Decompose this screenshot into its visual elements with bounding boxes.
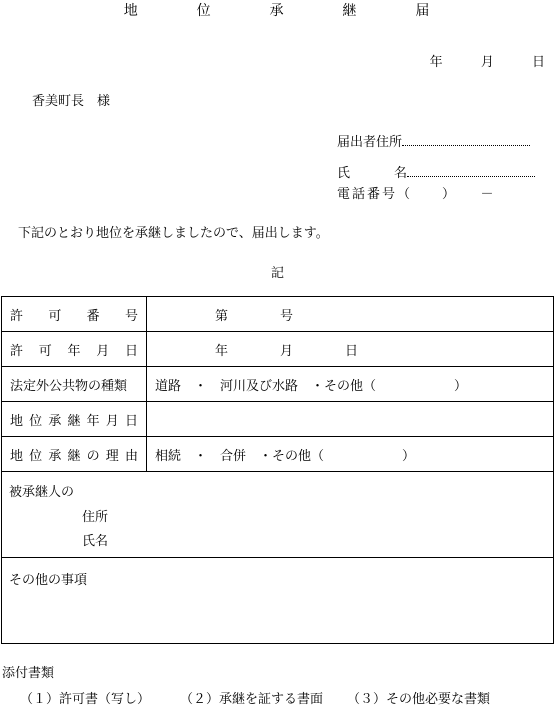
attachment-item: （１）許可書（写し） xyxy=(20,692,151,707)
row-label xyxy=(2,402,147,437)
phone-line: 電話番号（ ） － xyxy=(337,187,496,202)
name-label-second: 名 xyxy=(394,166,408,181)
name-label-first: 氏 xyxy=(337,166,351,181)
label-char: 年 xyxy=(86,413,100,429)
label-text xyxy=(10,305,138,324)
addressee: 香美町長 様 xyxy=(32,94,111,109)
label-char: 地 xyxy=(10,448,24,464)
label-char: 理 xyxy=(105,448,119,464)
applicant-address xyxy=(337,131,530,150)
row-label xyxy=(2,332,147,367)
row-value[interactable] xyxy=(147,332,554,367)
document-title xyxy=(0,0,555,20)
label-char: 可 xyxy=(48,308,62,324)
title-char: 位 xyxy=(196,3,213,19)
info-table xyxy=(1,296,554,472)
label-char: 号 xyxy=(124,308,138,324)
attachments-heading: 添付書類 xyxy=(2,666,55,681)
label-char: 承 xyxy=(48,413,62,429)
row-value[interactable] xyxy=(147,297,554,332)
label-char: 継 xyxy=(67,448,81,464)
attachments-list xyxy=(20,688,490,707)
label-char: 承 xyxy=(48,448,62,464)
attachment-item: （２）承継を証する書面 xyxy=(180,692,324,707)
intro-text: 下記のとおり地位を承継しましたので、届出します。 xyxy=(18,226,329,241)
label-text xyxy=(10,445,138,464)
table-row xyxy=(2,367,554,402)
label-char: 月 xyxy=(96,343,110,359)
table-row xyxy=(2,402,554,437)
row-value[interactable] xyxy=(147,402,554,437)
label-char: 位 xyxy=(29,413,43,429)
value-text: 第 号 xyxy=(215,308,294,324)
row-value[interactable] xyxy=(147,437,554,472)
date-day: 日 xyxy=(531,55,545,70)
label-char: 可 xyxy=(38,343,52,359)
label-char: 位 xyxy=(29,448,43,464)
label-char: 由 xyxy=(124,448,138,464)
successor-section[interactable] xyxy=(1,472,554,558)
value-text: 道路 ・ 河川及び水路 ・その他（ ） xyxy=(155,378,468,394)
label-text xyxy=(10,410,138,429)
label-char: 日 xyxy=(124,413,138,429)
title-char: 継 xyxy=(342,3,359,19)
attachment-item: （３）その他必要な書類 xyxy=(347,692,491,707)
row-label xyxy=(2,367,147,402)
address-label: 届出者住所 xyxy=(337,135,403,150)
date-year: 年 xyxy=(429,55,443,70)
label-char: 地 xyxy=(10,413,24,429)
row-label xyxy=(2,437,147,472)
row-label xyxy=(2,297,147,332)
value-text: 相続 ・ 合併 ・その他（ ） xyxy=(155,448,416,464)
table-row xyxy=(2,332,554,367)
name-field[interactable] xyxy=(407,164,535,177)
submission-date xyxy=(396,51,545,70)
applicant-name xyxy=(337,162,535,181)
label-char: 月 xyxy=(105,413,119,429)
label-char: の xyxy=(86,448,100,464)
address-field[interactable] xyxy=(402,133,530,146)
label-char: 許 xyxy=(10,343,24,359)
successor-heading: 被承継人の xyxy=(9,485,75,500)
label-char: 年 xyxy=(67,343,81,359)
successor-address-label: 住所 xyxy=(82,510,109,525)
successor-name-label: 氏名 xyxy=(82,534,109,549)
table-row xyxy=(2,297,554,332)
label-char: 継 xyxy=(67,413,81,429)
title-char: 承 xyxy=(269,3,286,19)
row-value[interactable] xyxy=(147,367,554,402)
ki-heading: 記 xyxy=(270,266,284,281)
title-char: 届 xyxy=(415,3,432,19)
table-row xyxy=(2,437,554,472)
other-matters-section[interactable] xyxy=(1,558,554,644)
label-text: 法定外公共物の種類 xyxy=(10,378,128,394)
value-text: 年 月 日 xyxy=(215,343,359,359)
date-month: 月 xyxy=(480,55,494,70)
label-char: 日 xyxy=(124,343,138,359)
title-char: 地 xyxy=(123,3,140,19)
label-text xyxy=(10,340,138,359)
other-matters-label: その他の事項 xyxy=(9,573,88,588)
label-char: 番 xyxy=(86,308,100,324)
label-char: 許 xyxy=(10,308,24,324)
